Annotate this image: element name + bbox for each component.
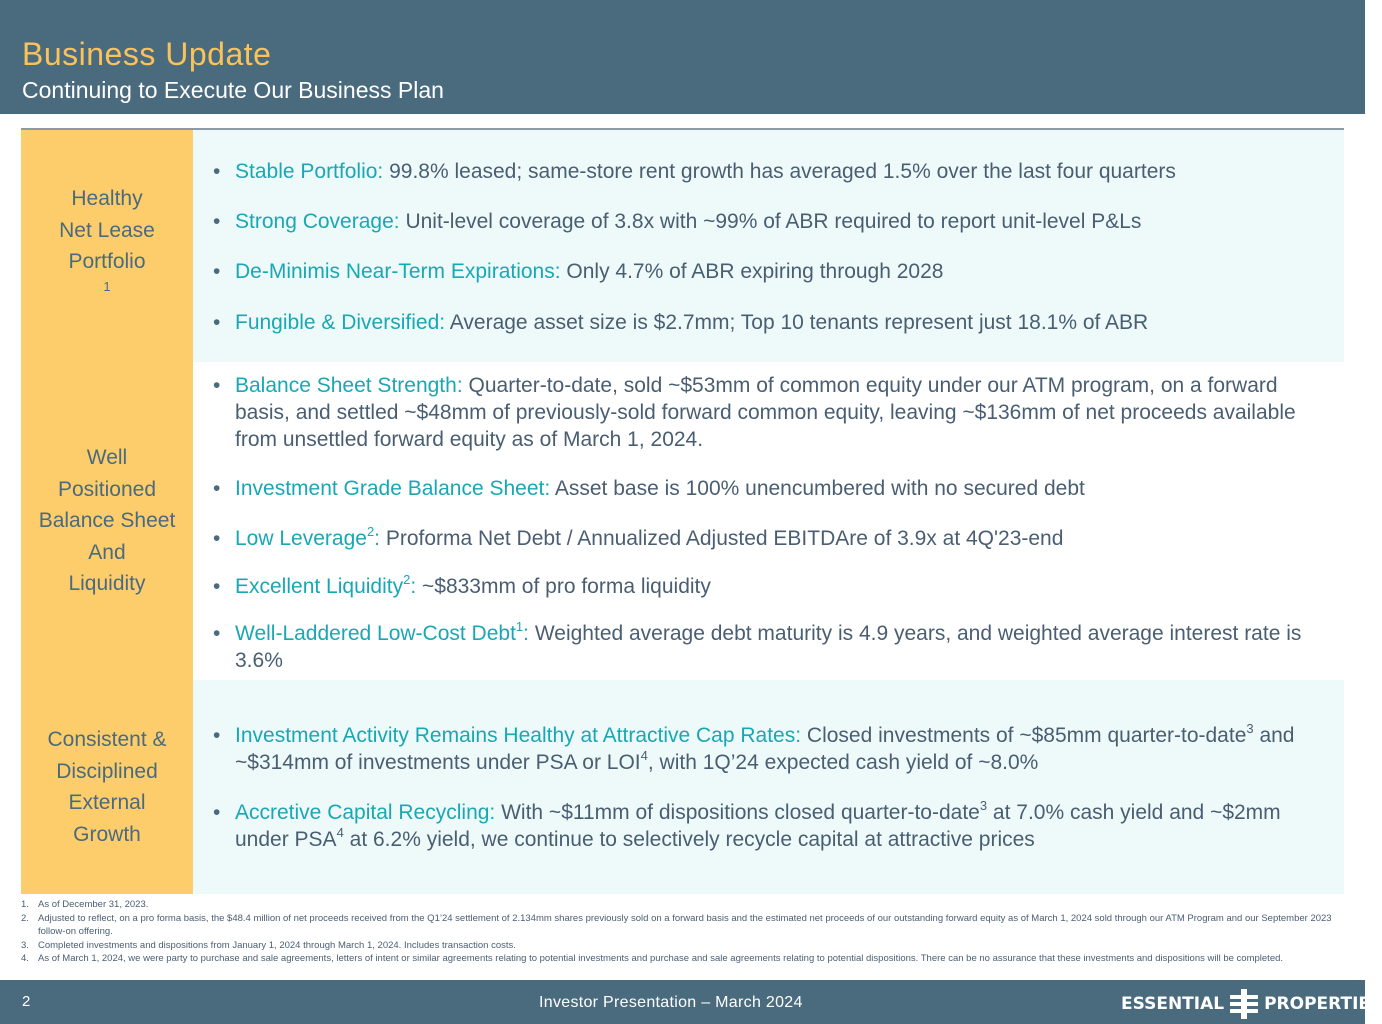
- list-item: • Low Leverage$^2$: Proforma Net Debt / Annualized Adjusted EBITDAre of 3.9x at 4Q'23-end: [213, 525, 1336, 552]
- section-external-growth: [21, 680, 1344, 894]
- slide-header: [0, 0, 1365, 114]
- page-subtitle: Continuing to Execute Our Business Plan: [22, 77, 444, 103]
- bullet-list: [213, 722, 1336, 853]
- list-item: • Well-Laddered Low-Cost Debt$^1$: Weighted average debt maturity is 4.9 years, and weighted average interest rate is 3.6%: [213, 620, 1336, 674]
- list-item: • De-Minimis Near-Term Expirations: Only 4.7% of ABR expiring through 2028: [213, 258, 1336, 285]
- list-item: • Accretive Capital Recycling: With ~$11mm of dispositions closed quarter-to-date$^3$ at 7.0% cash yield and ~$2mm under PSA$^4$ at 6.2% yield, we continue to selectively recycle capital at attractive prices: [213, 799, 1336, 853]
- list-item: • Excellent Liquidity$^2$: ~$833mm of pro forma liquidity: [213, 573, 1336, 600]
- bullet-list: [213, 158, 1336, 336]
- company-logo: ESSENTIAL PROPERTIES: [1121, 989, 1382, 1019]
- essential-properties-mark-icon: [1230, 989, 1258, 1019]
- list-item: • Balance Sheet Strength: Quarter-to-date, sold ~$53mm of common equity under our ATM program, on a forward basis, and settled ~$48mm of previously-sold forward common equity, leaving ~$136mm of net proceeds available from unsettled forward equity as of March 1, 2024.: [213, 372, 1336, 453]
- business-update-table: [21, 128, 1344, 894]
- list-item: • Strong Coverage: Unit-level coverage of 3.8x with ~99% of ABR required to report unit-level P&Ls: [213, 208, 1336, 235]
- footnote: 2. Adjusted to reflect, on a pro forma basis, the $48.4 million of net proceeds received from the Q1’24 settlement of 2.134mm shares previously sold on a forward basis and the estimated net proceeds of our outstanding forward equity as of March 1, 2024 sold through our ATM Program and our September 2023 follow-on offering.: [21, 912, 1332, 937]
- footnote: 3. Completed investments and dispositions from January 1, 2024 through March 1, 2024. Includes transaction costs.: [21, 939, 516, 951]
- list-item: • Fungible & Diversified: Average asset size is $2.7mm; Top 10 tenants represent just 18.1% of ABR: [213, 309, 1336, 336]
- page-number: 2: [22, 993, 31, 1010]
- list-item: • Investment Activity Remains Healthy at Attractive Cap Rates: Closed investments of ~$85mm quarter-to-date$^3$ and ~$314mm of investments under PSA or LOI$^4$, with 1Q’24 expected cash yield of ~8.0%: [213, 722, 1336, 776]
- section-content: [193, 680, 1344, 894]
- slide-footer: [0, 980, 1382, 1024]
- section-healthy-portfolio: [21, 130, 1344, 362]
- section-balance-sheet: [21, 362, 1344, 680]
- section-content: [193, 130, 1344, 362]
- page-title: Business Update: [22, 36, 272, 72]
- section-content: [193, 362, 1344, 680]
- section-label: Well Positioned Balance Sheet And Liquidity: [21, 362, 193, 680]
- presentation-name: Investor Presentation – March 2024: [539, 994, 803, 1011]
- section-label: Consistent & Disciplined External Growth: [21, 680, 193, 894]
- footnotes: [21, 898, 1336, 966]
- bullet-list: [213, 372, 1336, 674]
- section-label: Healthy Net Lease Portfolio $^1$: [21, 130, 193, 362]
- footnote: 4. As of March 1, 2024, we were party to purchase and sale agreements, letters of intent or similar agreements relating to potential investments and purchase and sale agreements relating to potential dispositions. There can be no assurance that these investments and dispositions will be completed.: [21, 953, 1284, 964]
- list-item: • Stable Portfolio: 99.8% leased; same-store rent growth has averaged 1.5% over the last four quarters: [213, 158, 1336, 185]
- list-item: • Investment Grade Balance Sheet: Asset base is 100% unencumbered with no secured debt: [213, 475, 1336, 502]
- footnote: 1. As of December 31, 2023.: [21, 899, 149, 910]
